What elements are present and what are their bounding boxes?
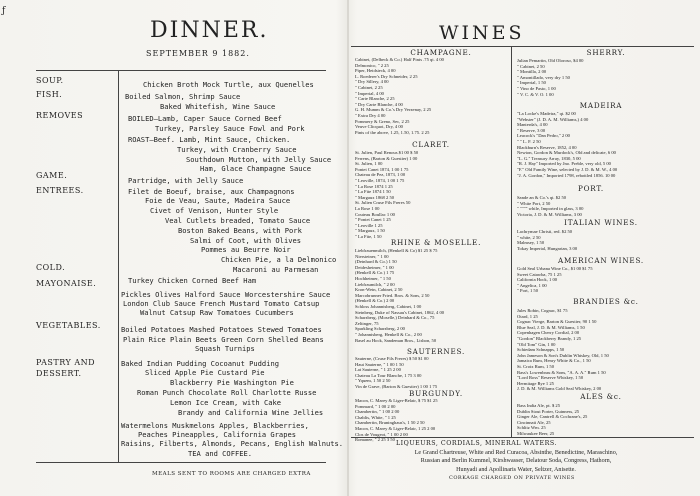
italian-list (517, 229, 577, 251)
claret-wine-row: Ferrens, (Barton & Guestier) 1 00 (355, 155, 418, 161)
sauternes-wine-row: Sauterne, (Cruse Fils Freres) $ 50 $1 00 (355, 356, 429, 361)
dish-dessert-6: Brandy and California Wine Jellies (178, 408, 324, 417)
rhine-wine-row: (Henkell & Co.) 1 75 (355, 270, 395, 276)
rhine-wine-row: Sparkling Scharzberg, 2 00 (355, 326, 405, 332)
dish-entrees-9: Macaroni au Parmesan (233, 265, 319, 274)
italian-wine-row: Lachrymae Christi, red. $2 50 (517, 229, 573, 234)
champagne-wine-row: L. Roederer's Dry Schneider, 2 25 (355, 73, 418, 79)
brandies-wine-row: Jules Robin, Cognac, $1 75 (517, 308, 568, 313)
burgundy-wine-row: Romanee, " 2 25 3 50 (355, 437, 395, 443)
wines-page (351, 0, 700, 496)
champagne-wine-row: " Carte Blanche, 2 25 (355, 96, 395, 102)
sauternes-wine-row: Vin de Grave, (Barton & Guestier) 1 00 1 75 (355, 383, 438, 389)
dish-removes-1: BOILED—Lamb, Caper Sauce Corned Beef (128, 114, 282, 123)
course-mayonaise: MAYONAISE. (36, 279, 97, 288)
dish-entrees-1: Filet de Boeuf, braise, aux Champagnons (128, 187, 295, 196)
liqueurs-line-2: Russian and Berlin Kummel, Kirshwasser, Delatour Soda, Congress, Hathorn, (420, 458, 612, 464)
claret-wine-row: " Margaux 1868 2 50 (355, 194, 395, 200)
ales-wine-row: Cincinnati Ale, 25 (517, 419, 551, 425)
claret-wine-row: " La Fite 1874 1 50 (355, 189, 391, 195)
champagne-list (355, 57, 444, 135)
madeira-wine-row: Newton, Gordon & Murdock's, Old and delicate, 6 00 (517, 150, 616, 156)
champagne-wine-row: " Cabinet, 2 25 (355, 84, 383, 90)
dish-removes-6: Ham, Glace Champagne Sauce (200, 164, 312, 173)
dish-entrees-8: Chicken Pie, a la Delmonico (221, 255, 337, 264)
champagne-wine-row: Cabinet, (Delbeck & Co.) Half Pints .75 qt. 4 00 (355, 57, 444, 62)
madeira-wine-row: " Reserve, 3 00 (517, 127, 546, 133)
brandies-list (517, 308, 609, 392)
course-removes: REMOVES (36, 111, 84, 120)
american-wine-row: Sweet Catawba, 75 1 25 (517, 271, 562, 277)
sherry-wine-row: " Montilla, 2 00 (517, 69, 547, 75)
italian-wine-row: " white, 2 50 (517, 234, 541, 240)
section-italian: ITALIAN WINES. (564, 218, 638, 227)
burgundy-wine-row: Chambertin, " 1 00 2 00 (355, 409, 400, 415)
madeira-wine-row: "F." Old Family Wine, selected by J. D. & M. W., 4 00 (517, 166, 618, 172)
sauternes-wine-row: Lat Sauterne, " 1 25 2 00 (355, 367, 401, 373)
american-wine-row: " Port, 1 50 (517, 288, 539, 294)
american-wine-row: California Hock, 1 00 (517, 277, 558, 283)
sauternes-wine-row: Chateau La Tour Blanche, 1 75 3 00 (355, 372, 422, 378)
american-list (517, 266, 593, 294)
center-fold (347, 0, 349, 496)
brandies-wine-row: Blue Seal, J. D. & M. Williams, 1 50 (517, 324, 585, 330)
madeira-wine-row: " " L. F. 2 50 (517, 138, 541, 144)
rhine-wine-row: Schloss Johannisberg, Cabinet, 1 00 (355, 303, 422, 309)
dish-entrees-2: Foie de Veau, Saute, Madeira Sauce (145, 196, 291, 205)
section-port: PORT. (577, 184, 605, 193)
dish-entrees-3: Civet of Venison, Hunter Style (150, 206, 279, 215)
claret-wine-row: La Rose 1 00 (355, 205, 380, 211)
burgundy-wine-row: Chablis, White, " 1 25 (355, 414, 396, 420)
rhine-wine-row: Kron-Wein, Cabinet, 2 50 (355, 287, 403, 293)
liqueurs-line-1: Le Grand Chartreuse, White and Red Curacoa, Absinthe, Benedictine, Maraschino, (414, 450, 618, 456)
rhine-wine-row: Basel au Hock, Sandeman Bros., Lisbon, 50 (355, 337, 437, 343)
corkage-note: CORKAGE CHARGED ON PRIVATE WINES (449, 475, 575, 481)
ales-wine-row: Dublin Stout Porter, Guinness, 25 (517, 408, 580, 414)
dish-dessert-1: Baked Indian Pudding Cocoanut Pudding (121, 359, 280, 368)
sherry-wine-row: " Vino de Pasto, 1 00 (517, 85, 556, 91)
claret-list (355, 150, 418, 240)
course-game: GAME. (36, 171, 68, 180)
champagne-wine-row: Pommery & Greno, Sec, 2 25 (355, 118, 410, 124)
italian-wine-row: Tokay Imperial, Hungarian, 3 00 (517, 245, 578, 251)
rhine-wine-row: Liebfraumilch, " 2 00 (355, 281, 395, 287)
claret-wine-row: " Leoville 1 25 (355, 222, 383, 228)
claret-wine-row: Couteau Boullac 1 00 (355, 211, 395, 217)
sauternes-list (355, 356, 437, 390)
brandies-wine-row: "Old Tom" Gin, 1 00 (517, 341, 556, 347)
sauternes-wine-row: Haut Sauterne, " 1 00 1 50 (355, 361, 404, 367)
brandies-wine-row: John Jameson & Son's Dublin Whiskey, Old, 1 50 (517, 352, 609, 358)
burgundy-wine-row: Macon, C. Marey & Liger-Belair, 1 25 2 00 (355, 425, 436, 431)
sherry-wine-row: Julian Pemartin, Old Oloroso, $4 00 (517, 58, 584, 63)
burgundy-list (355, 398, 438, 443)
claret-wine-row: Pontet Canet 1874, 1 00 1 75 (355, 166, 409, 172)
dish-entrees-5: Boston Baked Beans, with Pork (178, 226, 302, 235)
dish-dessert-2: Sliced Apple Pie Custard Pie (145, 368, 265, 377)
champagne-wine-row: Pints of the above, 1.25, 1.50, 1.75. 2 25 (355, 129, 430, 135)
claret-wine-row: " La Rose 1874 1 25 (355, 183, 393, 189)
brandies-wine-row: Schiedam Schnapps, 1 50 (517, 347, 565, 353)
rhine-wine-row: (Henkell & Co.) 2 00 (355, 298, 395, 304)
claret-wine-row: " Margaux, 1 50 (355, 228, 385, 234)
course-cold: COLD. (36, 263, 66, 272)
madeira-wine-row: "Webster" (J. D. A. M. Williams,) 4 00 (517, 116, 589, 122)
course-pastry-dessert: PASTRY AND DESSERT. (36, 358, 96, 378)
champagne-wine-row: " Extra Dry 4 00 (355, 112, 386, 118)
port-wine-row: Sande an & Co.'s qt. $2 50 (517, 195, 567, 200)
madeira-wine-row: "R. J. Hay" Imported by Jno. Preble, very old, 5 00 (517, 161, 611, 167)
course-vegetables: VEGETABLES. (36, 321, 101, 330)
meals-footer: MEALS SENT TO ROOMS ARE CHARGED EXTRA (152, 471, 311, 477)
dish-entrees-6: Salmi of Coot, with Olives (190, 236, 302, 245)
burgundy-wine-row: Chambertin, Bruninghaus's, 1 50 2 50 (355, 420, 425, 426)
brandies-wine-row: Hermitage Rye 1 25 (517, 380, 554, 386)
ales-wine-row: Bass India Ale, pt. $ 25 (517, 403, 560, 408)
claret-wine-row: St. Julien, Paul Renous $1 00 $ 50 (355, 150, 419, 155)
dish-entrees-7: Pommes au Beurre Noir (201, 245, 291, 254)
dinner-page (0, 0, 345, 496)
dish-mayonaise-1: Pickles Olives Halford Sauce Worcestershire Sauce (121, 290, 331, 299)
rhine-wine-row: Marcobrunner Fried. Bros. & Sons, 2 50 (355, 292, 430, 298)
section-sherry: SHERRY. (586, 48, 626, 57)
course-divider (118, 70, 119, 462)
rhine-wine-row: " Johannisberg, Henkell & Co., 2 00 (355, 331, 422, 337)
dish-vegetables-3: Squash Turnips (195, 344, 255, 353)
port-list (517, 195, 583, 217)
wines-header-rule (351, 46, 694, 47)
dish-mayonaise-2: London Club Sauce French Mustard Tomato Catsup (123, 299, 320, 308)
brandies-wine-row: Bass's Lowenbrau & Sons, "A. A. A." Rum 1 50 (517, 369, 606, 375)
brandies-wine-row: Copenhagen Cherry Cordial, 2 00 (517, 330, 580, 336)
claret-wine-row: " Pontet Canet 1 25 (355, 217, 391, 223)
italian-wine-row: Malmsey, 1 50 (517, 240, 545, 246)
dinner-title: DINNER. (150, 18, 269, 43)
champagne-wine-row: " Imperial, 4 00 (355, 90, 384, 96)
champagne-wine-row: G. H. Mumm & Co.'s Dry Verzenay, 2 25 (355, 107, 432, 113)
madeira-wine-row: Blackburn's Reserve, 1852, 4 00 (517, 144, 577, 150)
rhine-wine-row: (Deinhard & Co.) 1 50 (355, 259, 397, 265)
sherry-wine-row: " Amontillado, very dry 1 50 (517, 74, 570, 80)
wines-title: WINES (439, 22, 525, 44)
section-burgundy: BURGUNDY. (409, 389, 463, 398)
punch-mark: ƒ (2, 6, 6, 16)
port-wine-row: " """" while, Imported in glass, 3 00 (517, 206, 584, 212)
claret-wine-row: " La Fite, 1 50 (355, 233, 382, 239)
rhine-wine-row: Scharzberg, (Moselle,) Deinhard & Co., 75 (355, 315, 435, 321)
sherry-wine-row: " V. C. & V. O. 1 00 (517, 91, 554, 97)
claret-wine-row: St. Julien Cruse Fils Freres 50 (355, 200, 411, 206)
dish-entrees-4: Veal Cutlets breaded, Tomato Sauce (165, 216, 311, 225)
sherry-wine-row: " Imperial, 1 50 (517, 80, 546, 86)
rhine-wine-row: Hochheimer, " 1 50 (355, 275, 391, 281)
burgundy-wine-row: Pommard, " 1 00 2 00 (355, 403, 396, 409)
rhine-list (355, 248, 444, 343)
section-rhine: RHINE & MOSELLE. (390, 238, 482, 247)
section-american: AMERICAN WINES. (557, 256, 645, 265)
rhine-wine-row: Zeltinger, 75 (355, 320, 379, 326)
wines-column-divider (511, 46, 512, 437)
sherry-wine-row: " Cabinet, 2 50 (517, 63, 545, 69)
ales-list (517, 403, 587, 437)
champagne-wine-row: Piper, Heidsieck, 4 00 (355, 68, 396, 74)
madeira-wine-row: Manterda's, 4 00 (517, 122, 548, 128)
american-wine-row: " Angelica, 1 00 (517, 282, 547, 288)
brandies-wine-row: Jamaica Rum, Henry White & Co., 1 50 (517, 358, 591, 364)
dish-dessert-3: Blackberry Pie Washington Pie (170, 378, 294, 387)
section-ales: ALES &c. (580, 392, 622, 401)
course-entrees: ENTREES. (36, 186, 84, 195)
dish-removes-2: Turkey, Parsley Sauce Fowl and Pork (155, 124, 305, 133)
rhine-wine-row: Deidesheimer, " 1 00 (355, 264, 394, 270)
madeira-wine-row: "La Locke's Madeira," qt. $2 00 (517, 111, 576, 116)
brandies-wine-row: "Lord Ross" Reserve Whiskey, 1 50 (517, 375, 584, 381)
menu-date: SEPTEMBER 9 1882. (146, 49, 250, 58)
rhine-wine-row: Liebfrauenmilch, (Henkell & Co) $1 25 $ 75 (355, 248, 438, 253)
dish-soup: Chicken Broth Mock Turtle, aux Quenelles (143, 80, 314, 89)
dish-dessert-7: Watermelons Muskmelons Apples, Blackberries, (121, 421, 309, 430)
rhine-wine-row: Niersteiner, " 1 00 (355, 253, 389, 259)
dish-dessert-5: Lemon Ice Cream, with Cake (170, 398, 282, 407)
dish-game: Partridge, with Jelly Sauce (128, 176, 244, 185)
dish-dessert-8: Peaches Pineapples, California Grapes (138, 430, 297, 439)
dish-removes-4: Turkey, with Cranberry Sauce (177, 145, 297, 154)
claret-wine-row: " Leoville, 1874, 1 00 1 75 (355, 177, 405, 183)
claret-wine-row: Chateau de Pez, 1873, 1 00 (355, 172, 406, 178)
section-claret: CLARET. (412, 140, 450, 149)
brandies-wine-row: Cognac Vierge, Barton & Guestier, 90 1 50 (517, 319, 597, 325)
dish-fish-2: Baked Whitefish, Wine Sauce (160, 102, 276, 111)
course-soup: SOUP. (36, 76, 64, 85)
ales-wine-row: Schlitz Wm. 25 (517, 425, 546, 431)
madeira-list (517, 111, 617, 178)
section-madeira: MADEIRA (579, 101, 623, 110)
ales-wine-row: Milwaukee Beer, 25 (517, 430, 555, 436)
champagne-wine-row: " Dry Sillery, 4 00 (355, 79, 389, 85)
rhine-wine-row: Steinberg, Duke of Nassau's Cabinet, 1862, 4 00 (355, 309, 445, 315)
champagne-wine-row: " Dry Carte Blanche, 4 00 (355, 101, 403, 107)
dish-dessert-9: Raisins, Filberts, Almonds, Pecans, English Walnuts. (121, 439, 344, 448)
section-sauternes: SAUTERNES. (406, 347, 466, 356)
claret-wine-row: St. Julien, 1 00 (355, 161, 383, 167)
dish-mayonaise-3: Walnut Catsup Raw Tomatoes Cucumbers (140, 308, 294, 317)
burgundy-wine-row: Clos de Vougeot, " 1 00 2 00 (355, 431, 408, 437)
champagne-wine-row: Veuve Clicquot, Dry, 4 00 (355, 124, 403, 130)
dish-dessert-4: Roman Punch Chocolate Roll Charlotte Russe (137, 388, 317, 397)
dish-removes-5: Southdown Mutton, with Jelly Sauce (186, 155, 332, 164)
madeira-wine-row: "J. A. Gordon," Imported 1798, rebottled 1856. 10 00 (517, 172, 616, 178)
liqueurs-title: LIQUEURS, CORDIALS, MINERAL WATERS. (396, 440, 557, 447)
liqueurs-line-3: Hunyadi and Apollinaris Water, Seltzer, Anisette. (456, 467, 576, 473)
port-wine-row: " White Port, 2 50 (517, 200, 551, 206)
course-fish: FISH. (36, 90, 63, 99)
dish-vegetables-2: Plain Rice Plain Beets Green Corn Shelled Beans (123, 335, 324, 344)
section-champagne: CHAMPAGNE. (410, 48, 472, 57)
header-rule (36, 70, 326, 71)
sauternes-wine-row: " Yquem, 1 50 2 50 (355, 378, 391, 384)
dish-dessert-10: TEA and COFFEE. (188, 449, 253, 458)
madeira-wine-row: "L. G." Treasury Array, 1830, 5 00 (517, 155, 581, 161)
dish-removes-3: ROAST—Beef. Lamb, Mint Sauce, Chicken. (128, 135, 291, 144)
american-wine-row: Gold Seal Urbana Wine Co., $1 00 $1 75 (517, 266, 593, 271)
ales-wine-row: Ginger Ale, Cantrell & Cochrane's, 25 (517, 414, 588, 420)
sherry-list (517, 58, 583, 97)
dish-fish-1: Boiled Salmon, Shrimp Sauce (125, 92, 241, 101)
footer-rule (36, 462, 326, 463)
madeira-wine-row: Leacock's "Dan Pedro," 2 00 (517, 133, 570, 139)
burgundy-wine-row: Macon, C. Marey & Liger-Belair, $ 75 $1 25 (355, 398, 438, 403)
brandies-wine-row: Otard, 1 25 (517, 313, 538, 319)
brandies-wine-row: St. Croix Rum, 1 50 (517, 363, 555, 369)
brandies-wine-row: J. D. & M. Williams Gold Seal Whiskey, 2 00 (517, 386, 602, 392)
port-wine-row: Victoria, J. D. & M. Williams, 3 00 (517, 211, 582, 217)
champagne-wine-row: Delmonico, " 2 25 (355, 62, 389, 68)
dish-cold: Turkey Chicken Corned Beef Ham (128, 276, 257, 285)
section-brandies: BRANDIES &c. (573, 297, 639, 306)
dish-vegetables-1: Boiled Potatoes Mashed Potatoes Stewed Tomatoes (121, 325, 322, 334)
brandies-wine-row: "Gordon" Blackberry Brandy, 1 25 (517, 335, 582, 341)
